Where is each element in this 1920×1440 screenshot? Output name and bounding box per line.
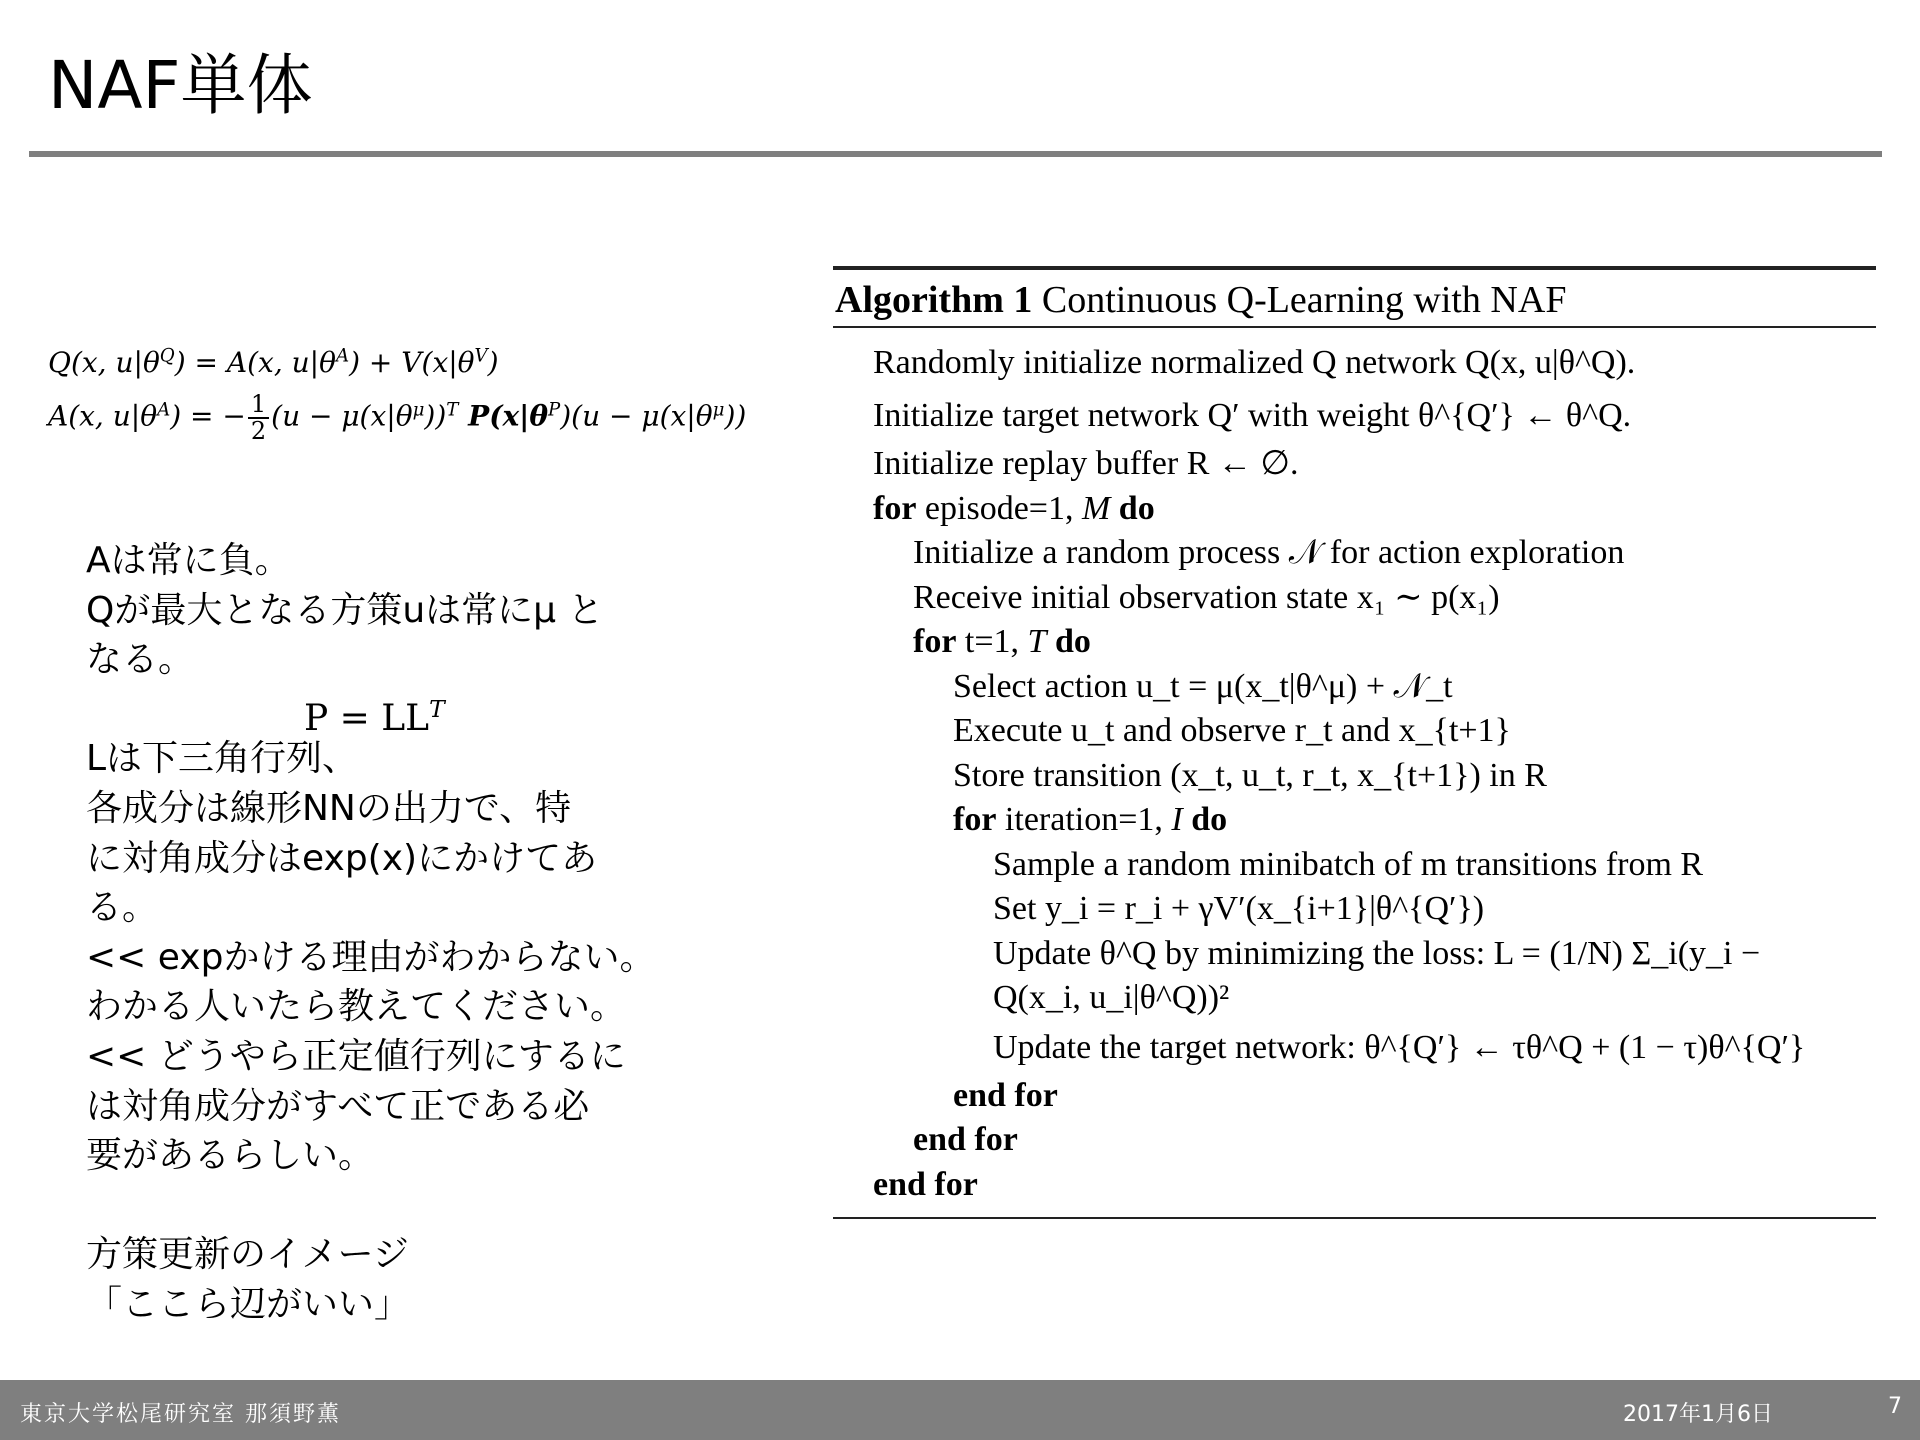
a-formula-sup: A: [157, 399, 171, 421]
note-line: Aは常に負。: [86, 540, 291, 581]
algo-line: Q(x_i, u_i|θ^Q))²: [993, 979, 1230, 1016]
note-line: << expかける理由がわからない。: [86, 936, 656, 978]
algo-line: Receive initial observation state x₁ ∼ p(x₁): [913, 578, 1500, 616]
algo-line-text: t=1, T: [964, 623, 1047, 660]
note-line: なる。: [86, 639, 195, 681]
a-formula-part: )(u − μ(x|θ: [560, 399, 713, 433]
algorithm-label: Algorithm 1: [835, 279, 1033, 321]
note-gap: [86, 1181, 686, 1231]
note-line: 各成分は線形NNの出力で、特: [86, 787, 572, 829]
algo-line: Update the target network: θ^{Q′} ← τθ^Q + (1 − τ)θ^{Q′}: [993, 1028, 1806, 1066]
footer-author: 東京大学松尾研究室 那須野薫: [20, 1402, 341, 1427]
keyword-do: do: [1054, 623, 1091, 660]
keyword-for: for: [873, 489, 917, 527]
note-line: 方策更新のイメージ: [86, 1234, 409, 1276]
q-formula-part: ) + V(x|θ: [349, 346, 475, 379]
naf-formulas: [48, 345, 838, 456]
p-equation-sup: T: [429, 694, 445, 723]
p-equation-text: P = LL: [304, 697, 430, 739]
algorithm-body: [833, 328, 1876, 1217]
note-line: に対角成分はexp(x)にかけてあ: [86, 837, 598, 879]
algo-line-for-t: [833, 620, 1876, 665]
a-formula-part: P(x|θ: [458, 399, 548, 433]
note-line: Qが最大となる方策uは常にμ と: [86, 589, 604, 631]
keyword-do: do: [1118, 489, 1155, 527]
note-line: << どうやら正定値行列にするに: [86, 1035, 626, 1077]
keyword-for: for: [953, 801, 997, 838]
a-formula-part: )): [724, 399, 747, 433]
algo-line: Update θ^Q by minimizing the loss: L = (1/N) Σ_i(y_i −: [993, 934, 1761, 972]
q-formula-sup: V: [474, 345, 488, 367]
algo-line: Randomly initialize normalized Q network Q(x, u|θ^Q).: [873, 344, 1636, 381]
note-line: Lは下三角行列、: [86, 738, 359, 780]
note-line: 要があるらしい。: [86, 1135, 375, 1177]
q-formula-part: ): [487, 346, 499, 379]
algorithm-name: Continuous Q-Learning with NAF: [1041, 279, 1567, 321]
algorithm-box: [833, 266, 1876, 1219]
keyword-for: for: [913, 623, 957, 660]
page-number: 7: [1888, 1394, 1902, 1419]
a-formula-sup: P: [548, 399, 561, 421]
algo-line-for-episode: [833, 487, 1876, 532]
fraction-denominator: 2: [250, 417, 267, 446]
algo-line: Set y_i = r_i + γV′(x_{i+1}|θ^{Q′}): [993, 890, 1485, 927]
algo-line: Initialize replay buffer R ← ∅.: [873, 445, 1299, 482]
a-formula-part: )): [424, 399, 447, 433]
algo-end-for: end for: [953, 1076, 1058, 1114]
algo-line-for-iteration: [833, 798, 1876, 843]
q-formula-part: Q(x, u|θ: [48, 346, 160, 379]
footer-date: 2017年1月6日: [1623, 1402, 1773, 1427]
note-line: わかる人いたら教えてください。: [86, 986, 627, 1028]
algorithm-heading: [833, 270, 1876, 326]
a-formula-sup: μ: [412, 399, 425, 421]
half-fraction: [248, 392, 269, 444]
keyword-do: do: [1191, 801, 1228, 838]
algo-end-for: end for: [913, 1121, 1018, 1158]
algo-line: Initialize target network Q′ with weight θ^{Q′} ← θ^Q.: [873, 397, 1632, 434]
algo-line: Execute u_t and observe r_t and x_{t+1}: [953, 712, 1511, 749]
a-formula-sup: T: [446, 399, 459, 421]
algo-line-text: episode=1, M: [924, 489, 1111, 527]
slide-title: NAF単体: [48, 47, 313, 124]
a-formula-part: (u − μ(x|θ: [271, 399, 413, 433]
note-line: る。: [86, 887, 159, 929]
a-formula: [48, 392, 838, 444]
title-divider: [29, 151, 1882, 157]
note-line: は対角成分がすべて正である必: [86, 1085, 590, 1127]
algo-line-text: iteration=1, I: [1004, 801, 1183, 838]
a-formula-part: A(x, u|θ: [48, 399, 158, 433]
algo-line: Select action u_t = μ(x_t|θ^μ) + 𝒩_t: [953, 667, 1453, 705]
a-formula-sup: μ: [712, 399, 725, 421]
q-formula: [48, 345, 838, 380]
q-formula-part: ) = A(x, u|θ: [174, 346, 336, 379]
algo-line: Initialize a random process 𝒩 for action exploration: [913, 534, 1625, 571]
notes-text: [86, 536, 686, 1330]
note-line: 「ここら辺がいい」: [86, 1283, 411, 1325]
a-formula-part: ) = −: [170, 399, 246, 433]
slide-footer: [0, 1380, 1920, 1440]
algo-end-for: end for: [873, 1165, 978, 1203]
algorithm-bottom-rule: [833, 1217, 1876, 1219]
q-formula-sup: A: [335, 345, 350, 367]
p-equation: [86, 685, 686, 739]
fraction-numerator: 1: [248, 392, 269, 419]
algo-line: Store transition (x_t, u_t, r_t, x_{t+1}) in R: [953, 756, 1547, 794]
q-formula-sup: Q: [159, 345, 175, 367]
algo-line: Sample a random minibatch of m transitions from R: [993, 845, 1704, 883]
